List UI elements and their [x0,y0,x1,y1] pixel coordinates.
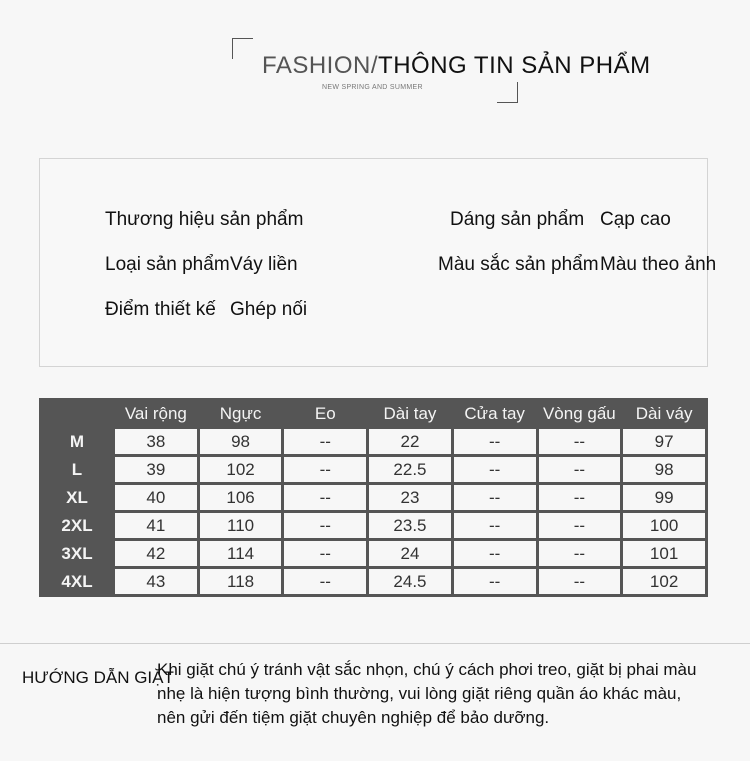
page-title-vn: THÔNG TIN SẢN PHẨM [378,52,651,79]
size-table-cell: 98 [200,429,282,454]
size-table-cell: 24.5 [369,569,451,594]
wash-guide-line: nhẹ là hiện tượng bình thường, vui lòng giặt riêng quần áo khác màu, [157,684,682,703]
type-value: Váy liền [230,254,298,275]
size-table-cell: 97 [623,429,705,454]
size-table-corner [42,401,112,426]
size-table-cell: 43 [115,569,197,594]
size-table-cell: 38 [115,429,197,454]
wash-guide-line: Khi giặt chú ý tránh vật sắc nhọn, chú ý cách phơi treo, giặt bị phai màu [157,660,697,679]
size-table-cell: 24 [369,541,451,566]
page-subtitle: NEW SPRING AND SUMMER [322,84,423,91]
size-table-cell: 98 [623,457,705,482]
size-label: XL [66,487,88,507]
size-table-cell: -- [539,569,621,594]
size-table-cell: 100 [623,513,705,538]
size-table-cell: 99 [623,485,705,510]
col-header-shoulder: Vai rộng [124,403,187,423]
size-table-cell: -- [539,429,621,454]
color-value: Màu theo ảnh [600,254,717,275]
size-table-cell: 106 [200,485,282,510]
page-title [262,52,651,80]
size-table-cell: 102 [200,457,282,482]
size-table-cell: -- [284,485,366,510]
shape-value: Cạp cao [600,209,671,230]
size-table-cell: -- [284,541,366,566]
size-table-cell: -- [454,541,536,566]
size-table-cell: -- [454,457,536,482]
size-table-cell: 22.5 [369,457,451,482]
size-table-row [42,485,705,510]
size-table-cell: -- [539,513,621,538]
size-table-cell: -- [454,569,536,594]
header-corner-top-left [232,38,253,59]
size-table-cell: 39 [115,457,197,482]
size-label: L [71,459,83,479]
col-header-sleeve-length: Dài tay [383,403,437,423]
wash-guide-text [157,658,742,730]
wash-guide-line: nên gửi đến tiệm giặt chuyên nghiệp để bảo dưỡng. [157,708,550,727]
size-table-row [42,513,705,538]
product-info-box [39,158,717,367]
wash-guide-title: HƯỚNG DẪN GIẶT [22,668,174,687]
size-table-cell: -- [454,429,536,454]
col-header-waist: Eo [314,403,336,423]
type-label: Loại sản phẩm [105,254,230,275]
size-table-cell: -- [284,569,366,594]
size-table-cell: -- [284,429,366,454]
size-table-cell: -- [539,485,621,510]
size-table-cell: 101 [623,541,705,566]
size-table-cell: 22 [369,429,451,454]
size-label: 2XL [61,515,93,535]
size-table-cell: 114 [200,541,282,566]
shape-label: Dáng sản phẩm [450,209,585,230]
size-table-row [42,569,705,594]
size-table-cell: -- [539,457,621,482]
size-table [39,398,708,597]
col-header-dress-length: Dài váy [635,403,693,423]
header-corner-bottom-right [497,82,518,103]
size-table-cell: 118 [200,569,282,594]
color-label: Màu sắc sản phẩm [438,254,599,275]
size-table-cell: -- [454,485,536,510]
size-label: 3XL [61,543,93,563]
size-label: 4XL [61,571,93,591]
size-table-cell: 110 [200,513,282,538]
size-table-cell: -- [284,457,366,482]
size-table-cell: 102 [623,569,705,594]
size-table-cell: 41 [115,513,197,538]
size-table-cell: 23 [369,485,451,510]
size-table-row [42,429,705,454]
size-table-cell: 23.5 [369,513,451,538]
col-header-cuff: Cửa tay [464,403,525,423]
size-table-cell: 42 [115,541,197,566]
size-table-cell: -- [454,513,536,538]
size-table-row [42,457,705,482]
col-header-bust: Ngực [219,403,262,423]
size-table-cell: -- [284,513,366,538]
design-value: Ghép nối [230,299,308,320]
design-label: Điểm thiết kế [105,299,216,320]
size-label: M [69,431,85,451]
section-divider [0,643,750,644]
size-table-header-row [42,401,705,426]
size-table-cell: 40 [115,485,197,510]
size-table-cell: -- [539,541,621,566]
size-table-row [42,541,705,566]
brand-label: Thương hiệu sản phẩm [105,209,304,230]
page-title-en: FASHION/ [262,52,379,79]
col-header-hem: Vòng gấu [542,403,616,423]
